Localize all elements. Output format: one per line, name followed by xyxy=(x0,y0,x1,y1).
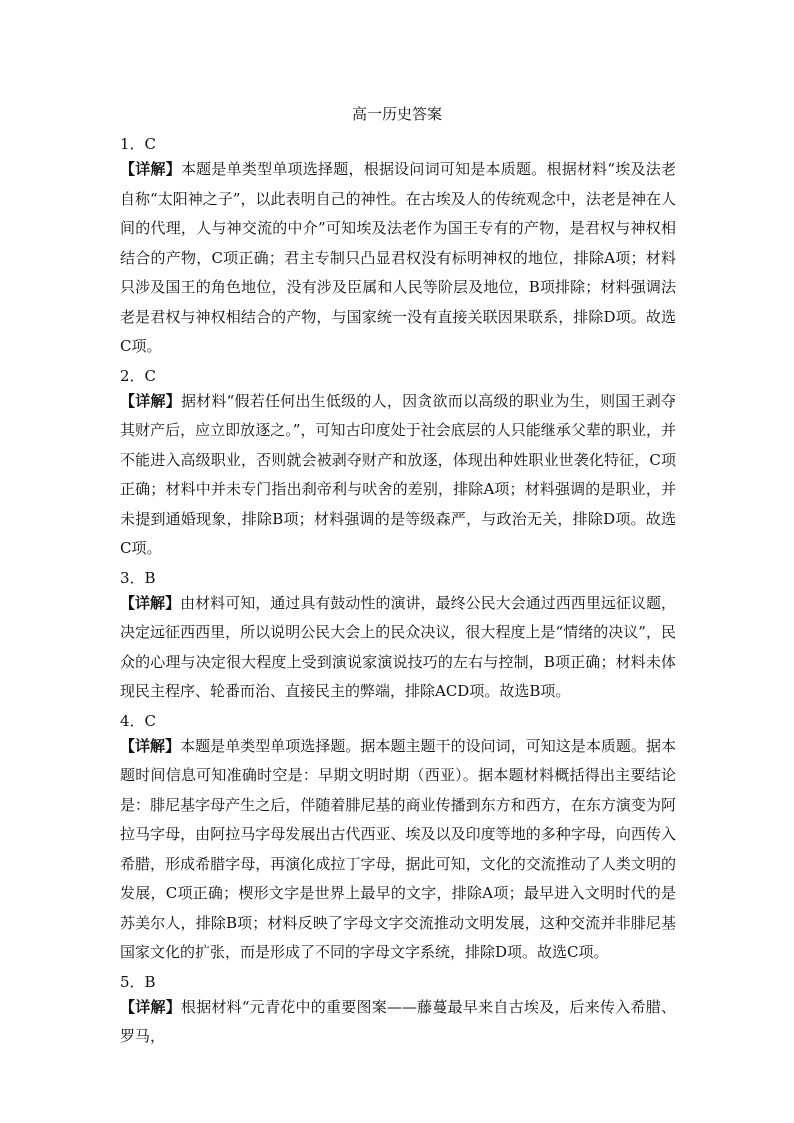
answer-explanation xyxy=(120,155,676,362)
explanation-text: 根据材料“元青花中的重要图案——藤蔓最早来自古埃及，后来传入希腊、罗马， xyxy=(120,997,676,1045)
explanation-text: 由材料可知，通过具有鼓动性的演讲，最终公民大会通过西西里远征议题，决定远征西西里，所以说明公民大会上的民众决议，很大程度上是“情绪的决议”，民众的心理与决定很大程度上受到演说家演说技巧的左右与控制，B项正确；材料未体现民主程序、轮番而治、直接民主的弊端，排除ACD项。故选B项。 xyxy=(120,593,676,700)
explanation-tag: 【详解】 xyxy=(120,593,181,612)
explanation-tag: 【详解】 xyxy=(120,736,181,755)
answer-item xyxy=(120,567,676,707)
explanation-tag: 【详解】 xyxy=(120,391,181,410)
explanation-text: 本题是单类型单项选择题，根据设问词可知是本质题。根据材料“埃及法老自称“太阳神之子”，以此表明自己的神性。在古埃及人的传统观念中，法老是神在人间的代理，人与神交流的中介”可知埃及法老作为国王专有的产物，是君权与神权相结合的产物，C项正确；君主专制只凸显君权没有标明神权的地位，排除A项；材料只涉及国王的角色地位，没有涉及臣属和人民等阶层及地位，B项排除；材料强调法老是君权与神权相结合的产物，与国家统一没有直接关联因果联系，排除D项。故选C项。 xyxy=(120,160,676,355)
answer-number: 2．C xyxy=(120,366,157,385)
explanation-text: 据材料“假若任何出生低级的人，因贪欲而以高级的职业为生，则国王剥夺其财产后，应立即放逐之。”，可知古印度处于社会底层的人只能继承父辈的职业，并不能进入高级职业，否则就会被剥夺财产和放逐，体现出种姓职业世袭化特征，C项正确；材料中并未专门指出刹帝利与吠舍的差别，排除A项；材料强调的是职业，并未提到通婚现象，排除B项；材料强调的是等级森严，与政治无关，排除D项。故选C项。 xyxy=(120,391,676,557)
answer-number: 3．B xyxy=(120,568,156,587)
answer-explanation xyxy=(120,387,676,564)
answer-item xyxy=(120,710,676,968)
answer-item xyxy=(120,971,676,1052)
answer-number: 4．C xyxy=(120,711,157,730)
answer-explanation xyxy=(120,993,676,1052)
page-title: 高一历史答案 xyxy=(351,105,442,123)
answer-explanation xyxy=(120,732,676,968)
answer-item xyxy=(120,365,676,564)
explanation-text: 本题是单类型单项选择题。据本题主题干的设问词，可知这是本质题。据本题时间信息可知准确时空是：早期文明时期（西亚）。据本题材料概括得出主要结论是：腓尼基字母产生之后，伴随着腓尼基的商业传播到东方和西方，在东方演变为阿拉马字母，由阿拉马字母发展出古代西亚、埃及以及印度等地的多种字母，向西传入希腊，形成希腊字母，再演化成拉丁字母，据此可知，文化的交流推动了人类文明的发展，C项正确；楔形文字是世界上最早的文字，排除A项；最早进入文明时代的是苏美尔人，排除B项；材料反映了字母文字交流推动文明发展，这种交流并非腓尼基国家文化的扩张，而是形成了不同的字母文字系统，排除D项。故选C项。 xyxy=(120,736,676,961)
explanation-tag: 【详解】 xyxy=(120,160,181,178)
explanation-tag: 【详解】 xyxy=(120,997,181,1016)
answer-item xyxy=(120,133,676,362)
answer-number: 1．C xyxy=(120,135,157,153)
answer-explanation xyxy=(120,589,676,707)
answer-list xyxy=(120,133,676,1055)
answer-number: 5．B xyxy=(120,972,156,991)
